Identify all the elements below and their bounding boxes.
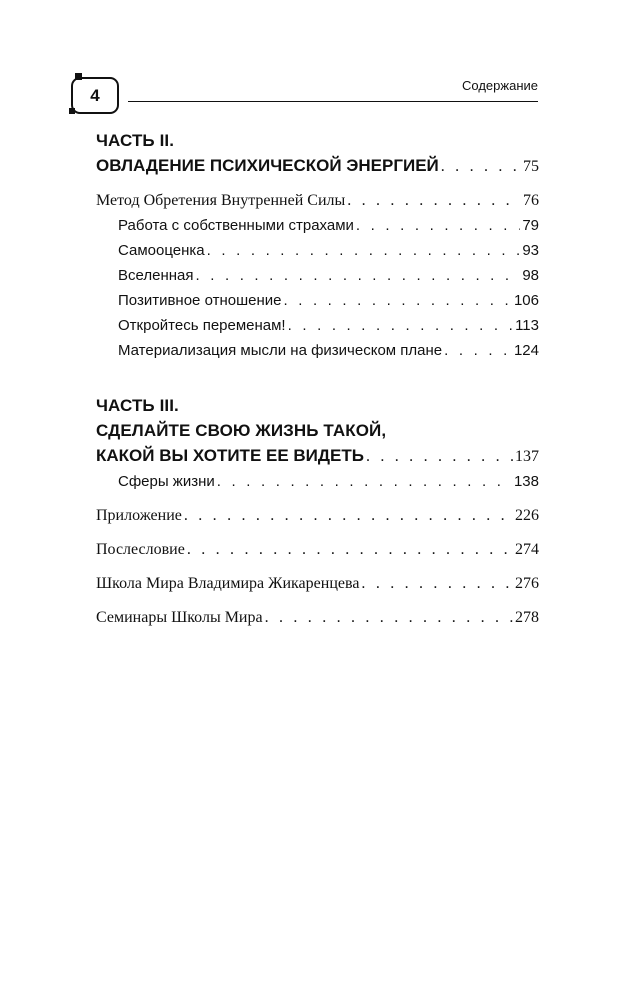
part-3-label: ЧАСТЬ III. — [96, 396, 179, 415]
page-number — [71, 77, 119, 114]
toc-entry-title: Вселенная — [118, 267, 194, 284]
toc-entry-page: 93 — [522, 242, 539, 259]
toc-entry-title: Материализация мысли на физическом плане — [118, 342, 443, 359]
page-number-text: 4 — [90, 85, 100, 105]
running-title: Содержание — [462, 78, 538, 93]
part-3-title-line-2: КАКОЙ ВЫ ХОТИТЕ ЕЕ ВИДЕТЬ — [96, 446, 364, 465]
toc-entry — [96, 537, 539, 562]
toc-entry-title: Метод Обретения Внутренней Силы — [96, 192, 346, 209]
leader-dots — [207, 238, 521, 263]
part-2-page: 75 — [523, 158, 539, 175]
toc-entry-title: Позитивное отношение — [118, 292, 282, 309]
toc-entry-title: Работа с собственными страхами — [118, 217, 354, 234]
part-2-label: ЧАСТЬ II. — [96, 131, 175, 150]
toc-entry-page: 138 — [513, 473, 539, 490]
toc-subentry — [96, 238, 539, 263]
leader-dots — [195, 263, 520, 288]
toc-subentry — [96, 469, 539, 494]
part-3-title-row — [96, 443, 539, 469]
toc-entry-page: 113 — [515, 317, 539, 334]
part-2-title-row — [96, 153, 539, 179]
toc-entry — [96, 605, 539, 630]
toc-entry-page: 124 — [513, 342, 539, 359]
part-2-title: ОВЛАДЕНИЕ ПСИХИЧЕСКОЙ ЭНЕРГИЕЙ — [96, 156, 439, 175]
leader-dots — [366, 444, 513, 469]
leader-dots — [444, 338, 512, 363]
toc-entry — [96, 571, 539, 596]
toc-entry-page: 76 — [523, 192, 539, 209]
leader-dots — [288, 313, 513, 338]
toc-entry-title: Школа Мира Владимира Жикаренцева — [96, 575, 360, 592]
leader-dots — [265, 605, 513, 630]
table-of-contents — [96, 128, 539, 630]
part-3-title-line-1: СДЕЛАЙТЕ СВОЮ ЖИЗНЬ ТАКОЙ, — [96, 421, 387, 440]
toc-subentry — [96, 338, 539, 363]
toc-subentry — [96, 213, 539, 238]
toc-entry-title: Откройтесь переменам! — [118, 317, 286, 334]
toc-entry-title: Самооценка — [118, 242, 205, 259]
leader-dots — [441, 154, 521, 179]
leader-dots — [347, 188, 521, 213]
toc-entry-page: 278 — [515, 609, 539, 626]
toc-subentry — [96, 263, 539, 288]
leader-dots — [283, 288, 512, 313]
toc-entry-page: 106 — [513, 292, 539, 309]
toc-subentry — [96, 288, 539, 313]
header-rule — [128, 101, 538, 102]
toc-entry-page: 274 — [515, 541, 539, 558]
toc-entry-title: Семинары Школы Мира — [96, 609, 263, 626]
leader-dots — [361, 571, 513, 596]
toc-entry-page: 98 — [522, 267, 539, 284]
toc-entry-title: Сферы жизни — [118, 473, 215, 490]
part-3-page: 137 — [515, 448, 539, 465]
toc-entry-page: 79 — [522, 217, 539, 234]
toc-entry-title: Послесловие — [96, 541, 185, 558]
toc-entry — [96, 503, 539, 528]
leader-dots — [217, 469, 512, 494]
leader-dots — [184, 503, 513, 528]
toc-entry-page: 276 — [515, 575, 539, 592]
toc-entry-title: Приложение — [96, 507, 182, 524]
toc-entry-page: 226 — [515, 507, 539, 524]
leader-dots — [187, 537, 513, 562]
toc-subentry — [96, 313, 539, 338]
toc-entry — [96, 188, 539, 213]
leader-dots — [356, 213, 520, 238]
